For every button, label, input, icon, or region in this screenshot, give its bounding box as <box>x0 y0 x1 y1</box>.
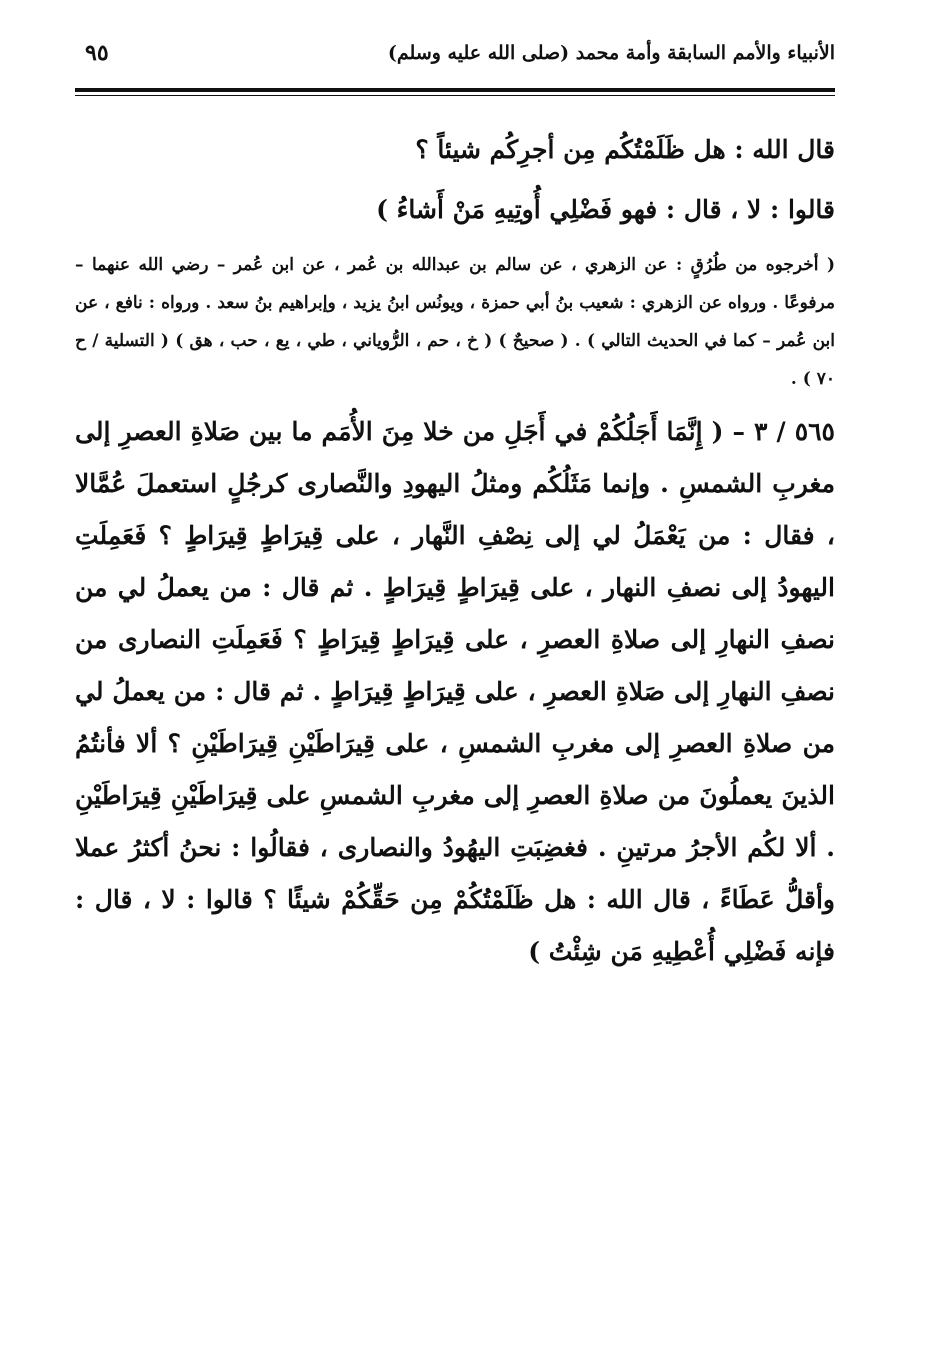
page-number: ٩٥ <box>85 40 109 66</box>
header-rule-thick <box>75 88 835 92</box>
body-text <box>75 120 835 978</box>
hadith-text: ( إِنَّمَا أَجَلُكُمْ في أَجَلِ من خلا مِنَ الأُمَم ما بين صَلاةِ العصرِ إلى مغربِ الشمسِ . وإنما مَثَلُكُم ومثلُ اليهودِ والنَّصارى كرجُلٍ استعملَ عُمَّالا ، فقال : من يَعْمَلُ لي إلى نِصْفِ النَّهار ، على قِيرَاطٍ قِيرَاطٍ ؟ فَعَمِلَتِ اليهودُ إلى نصفِ النهار ، على قِيرَاطٍ قِيرَاطٍ . ثم قال : من يعملُ لي من نصفِ النهارِ إلى صلاةِ العصرِ ، على قِيرَاطٍ قِيرَاطٍ ؟ فَعَمِلَتِ النصارى من نصفِ النهارِ إلى صَلاةِ العصرِ ، على قِيرَاطٍ قِيرَاطٍ . ثم قال : من يعملُ لي من صلاةِ العصرِ إلى مغربِ الشمسِ ، على قِيرَاطَيْنِ قِيرَاطَيْنِ ؟ ألا فأنتُمُ الذينَ يعملُونَ من صلاةِ العصرِ إلى مغربِ الشمسِ على قِيرَاطَيْنِ قِيرَاطَيْنِ . ألا لكُم الأجرُ مرتينِ . فغضِبَتِ اليهُودُ والنصارى ، فقالُوا : نحنُ أكثرُ عملا وأقلُّ عَطَاءً ، قال الله : هل ظَلَمْتُكُمْ مِن حَقِّكُمْ شيئًا ؟ قالوا : لا ، قال : فإنه فَضْلِي أُعْطِيهِ مَن شِئْتُ ) <box>75 417 835 966</box>
header-rule-thin <box>75 95 835 96</box>
verse-line: قال الله : هل ظَلَمْتُكُم مِن أجرِكُم شيئاً ؟ <box>415 135 835 164</box>
hadith-paragraph <box>75 406 835 978</box>
verse-line: قالوا : لا ، قال : فهو فَضْلِي أُوتِيهِ مَنْ أَشاءُ ) <box>376 195 835 224</box>
running-header <box>75 38 835 78</box>
takhrij-footnote: ( أخرجوه من طُرُقٍ : عن الزهري ، عن سالم بن عبدالله بن عُمر ، عن ابن عُمر – رضي الله عنهما – مرفوعًا . ورواه عن الزهري : شعيب بنُ أبي حمزة ، ويونُس ابنُ يزيد ، وإبراهيم بنُ سعد . ورواه : نافع ، عن ابن عُمر – كما في الحديث التالي ) . ( صحيحٌ ) ( خ ، حم ، الرُّوياني ، طي ، يع ، حب ، هق ) ( التسلية / ح ٧٠ ) . <box>75 255 835 389</box>
header-title: الأنبياء والأمم السابقة وأمة محمد (صلى الله عليه وسلم) <box>387 42 835 64</box>
hadith-number: ٥٦٥ / ٣ – <box>732 417 835 446</box>
